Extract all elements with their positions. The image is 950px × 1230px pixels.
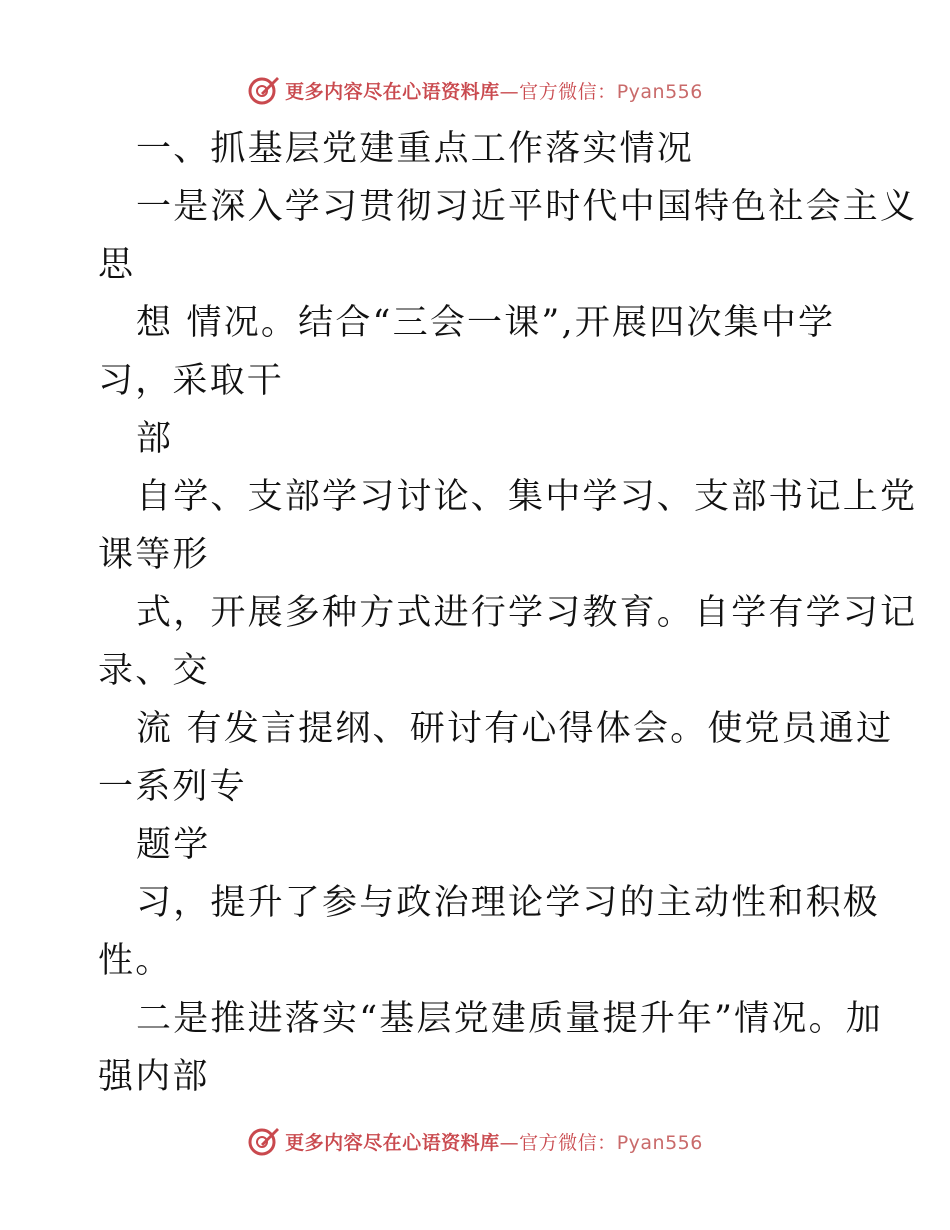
watermark-wechat-label: 官方微信：: [519, 1131, 617, 1154]
text-line: 课等形: [98, 535, 210, 575]
text-line: 习，采取干: [98, 361, 285, 401]
text-line: 流 有发言提纲、研讨有心得体会。使党员通过: [136, 709, 894, 749]
text-line: 二是推进落实“基层党建质量提升年”情况。加: [136, 999, 883, 1039]
pen-logo-icon: [247, 73, 281, 107]
watermark-header: [0, 70, 950, 110]
text-line: 式，开展多种方式进行学习教育。自学有学习记: [136, 593, 918, 633]
text-line: 强内部: [98, 1057, 210, 1097]
text-line: 一是深入学习贯彻习近平时代中国特色社会主义: [136, 187, 918, 227]
text-line: 想 情况。结合“三会一课”,开展四次集中学: [136, 303, 836, 343]
text-line: 一系列专: [98, 767, 247, 807]
text-line: 录、交: [98, 651, 210, 691]
watermark-wechat-id: Pyan556: [616, 80, 703, 103]
text-line: 习，提升了参与政治理论学习的主动性和积极: [136, 883, 881, 923]
pen-logo-icon: [247, 1124, 281, 1158]
watermark-text: [285, 1128, 703, 1155]
text-line: 部: [136, 419, 174, 459]
text-line: 自学、支部学习讨论、集中学习、支部书记上党: [136, 477, 918, 517]
watermark-dash: —: [499, 1131, 520, 1154]
watermark-wechat-id: Pyan556: [616, 1131, 703, 1154]
watermark-main: 更多内容尽在心语资料库: [285, 1131, 500, 1154]
watermark-dash: —: [499, 80, 520, 103]
text-line: 思: [98, 245, 136, 285]
text-line: 题学: [136, 825, 211, 865]
text-line: 一、抓基层党建重点工作落实情况: [136, 129, 695, 169]
watermark-footer: [0, 1121, 950, 1161]
watermark-text: [285, 77, 703, 104]
watermark-main: 更多内容尽在心语资料库: [285, 80, 500, 103]
watermark-wechat-label: 官方微信：: [519, 80, 617, 103]
text-line: 性。: [98, 941, 173, 981]
